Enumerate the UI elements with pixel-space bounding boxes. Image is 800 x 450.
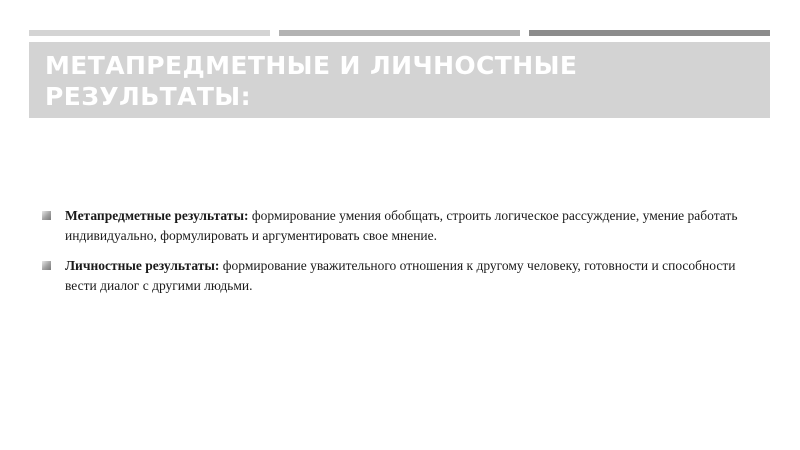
decor-bar-right bbox=[529, 30, 770, 36]
square-bullet-icon bbox=[42, 261, 51, 270]
bullet-term: Метапредметные результаты: bbox=[65, 208, 249, 223]
bullet-text bbox=[65, 256, 760, 296]
bullet-text bbox=[65, 206, 760, 246]
square-bullet-icon bbox=[42, 211, 51, 220]
bullet-list bbox=[40, 206, 760, 306]
slide-title: МЕТАПРЕДМЕТНЫЕ И ЛИЧНОСТНЫЕ РЕЗУЛЬТАТЫ: bbox=[45, 51, 578, 111]
bullet-description: формирование умения обобщать, строить логическое рассуждение, умение работать индивидуально, формулировать и аргументировать свое мнение. bbox=[65, 208, 738, 243]
decor-bar-middle bbox=[279, 30, 520, 36]
title-band bbox=[29, 42, 770, 118]
bullet-item-metasubject bbox=[40, 206, 760, 246]
bullet-item-personal bbox=[40, 256, 760, 296]
bullet-description: формирование уважительного отношения к другому человеку, готовности и способности вести диалог с другими людьми. bbox=[65, 258, 736, 293]
bullet-term: Личностные результаты: bbox=[65, 258, 220, 273]
decor-bar-left bbox=[29, 30, 270, 36]
